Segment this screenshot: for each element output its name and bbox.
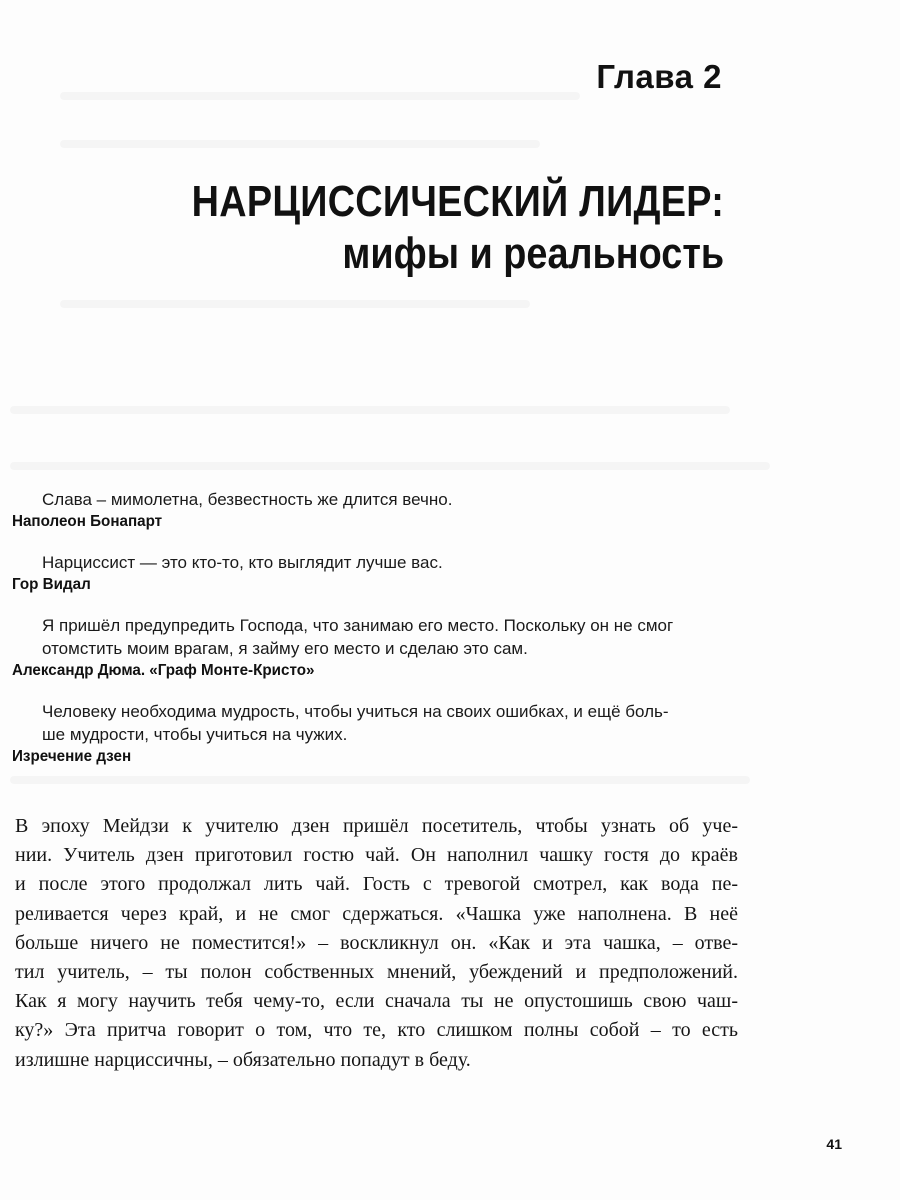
show-through-band	[10, 776, 750, 784]
show-through-band	[60, 300, 530, 308]
chapter-title	[192, 176, 724, 280]
body-line: реливается через край, и не смог сдержаться. «Чашка уже наполнена. В неё	[15, 902, 738, 925]
epigraph-author: Наполеон Бонапарт	[12, 513, 163, 530]
body-line: ку?» Эта притча говорит о том, что те, кто слишком полны собой – то есть	[15, 1019, 738, 1042]
body-line: Как я могу научить тебя чему-то, если сначала ты не опустошишь свою чаш-	[15, 990, 738, 1013]
epigraph-quote	[12, 700, 712, 746]
show-through-band	[60, 140, 540, 148]
epigraph-quote-line: Слава – мимолетна, безвестность же длится вечно.	[42, 490, 453, 509]
epigraph-quote	[12, 551, 712, 574]
body-line: В эпоху Мейдзи к учителю дзен пришёл посетитель, чтобы узнать об уче-	[15, 815, 738, 837]
epigraph-quote-line: ше мудрости, чтобы учиться на чужих.	[42, 725, 348, 744]
epigraph-quote-line: Я пришёл предупредить Господа, что занимаю его место. Поскольку он не смог	[42, 616, 674, 635]
body-line: излишне нарциссичны, – обязательно попадут в беду.	[15, 1048, 471, 1071]
body-paragraph	[15, 812, 738, 1075]
body-line: нии. Учитель дзен приготовил гостю чай. Он наполнил чашку гостя до краёв	[15, 844, 738, 867]
chapter-title-line2: мифы и реальность	[342, 229, 724, 278]
epigraph-quote-line: отомстить моим врагам, я займу его место и сделаю это сам.	[42, 639, 528, 658]
epigraphs	[12, 488, 712, 768]
show-through-band	[10, 406, 730, 414]
epigraph-quote	[12, 614, 712, 660]
body-line: тил учитель, – ты полон собственных мнений, убеждений и предположений.	[15, 961, 738, 984]
epigraph-author: Изречение дзен	[12, 748, 132, 765]
show-through-band	[60, 92, 580, 100]
epigraph-author: Гор Видал	[12, 576, 91, 593]
epigraph-quote	[12, 488, 712, 511]
epigraph-quote-line: Человеку необходима мудрость, чтобы учиться на своих ошибках, и ещё боль-	[42, 702, 669, 721]
show-through-band	[10, 462, 770, 470]
epigraph-quote-line: Нарциссист — это кто-то, кто выглядит лучше вас.	[42, 553, 443, 572]
chapter-title-line1: НАРЦИССИЧЕСКИЙ ЛИДЕР:	[191, 177, 724, 226]
epigraph-author: Александр Дюма. «Граф Монте-Кристо»	[12, 662, 315, 679]
page-number: 41	[826, 1136, 842, 1152]
body-line: и после этого продолжал лить чай. Гость с тревогой смотрел, как вода пе-	[15, 873, 738, 896]
chapter-label: Глава 2	[596, 58, 722, 95]
body-line: больше ничего не поместится!» – воскликнул он. «Как и эта чашка, – отве-	[15, 931, 738, 954]
